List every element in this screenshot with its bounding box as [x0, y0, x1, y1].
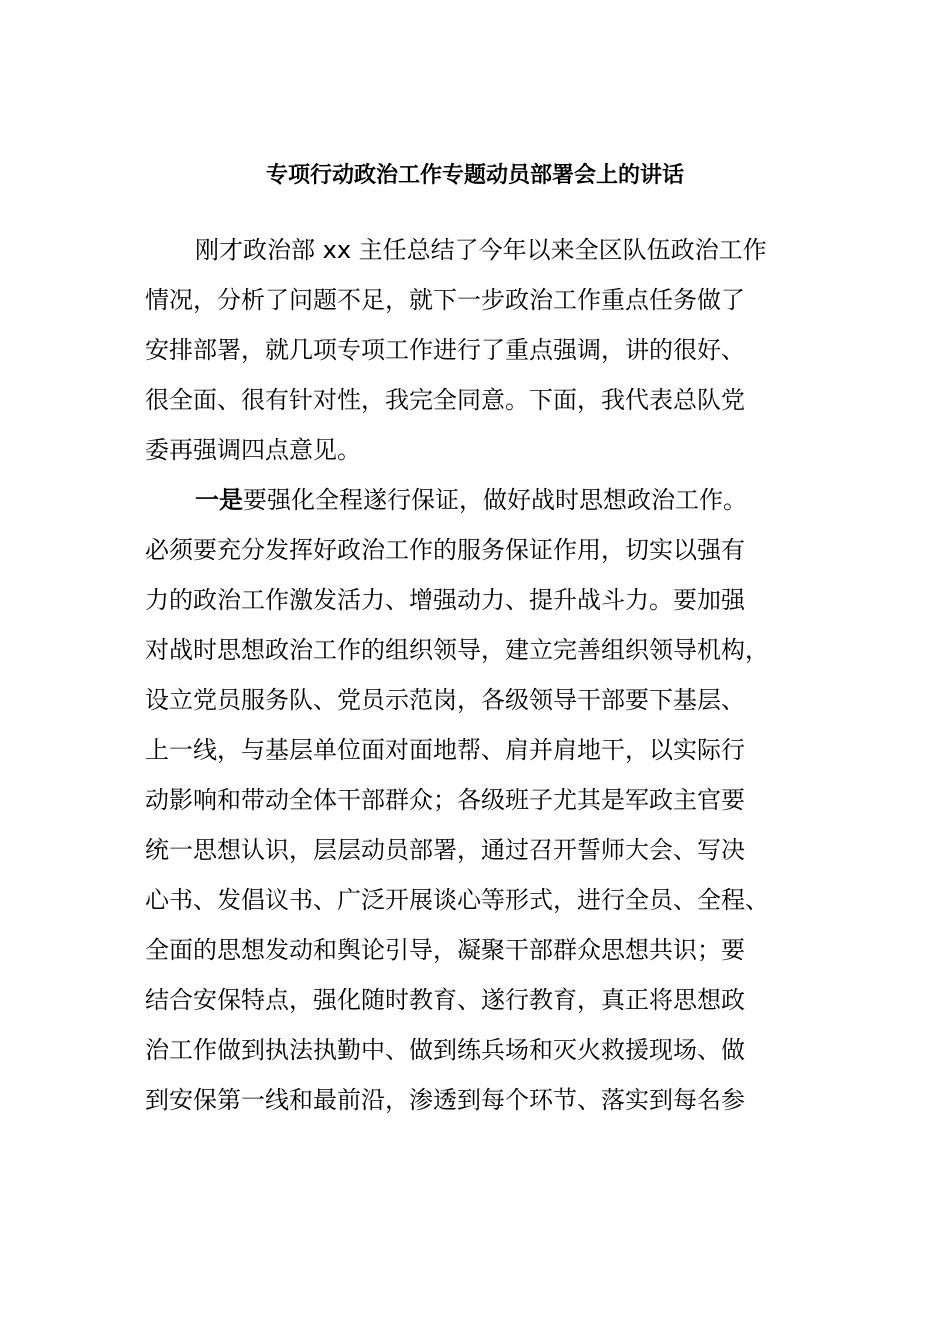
document-title: 专项行动政治工作专题动员部署会上的讲话 [265, 163, 684, 188]
paragraph-line: 对战时思想政治工作的组织领导，建立完善组织领导机构， [145, 636, 769, 664]
paragraph-line: 上一线，与基层单位面对面地帮、肩并肩地干，以实际行 [145, 736, 745, 764]
paragraph-line: 治工作做到执法执勤中、做到练兵场和灭火救援现场、做 [145, 1036, 745, 1064]
paragraph-line: 结合安保特点，强化随时教育、遂行教育，真正将思想政 [145, 986, 745, 1014]
paragraph-line: 动影响和带动全体干部群众；各级班子尤其是军政主官要 [145, 786, 745, 814]
paragraph-line: 到安保第一线和最前沿，渗透到每个环节、落实到每名参 [145, 1086, 745, 1114]
paragraph-line: 刚才政治部 xx 主任总结了今年以来全区队伍政治工作 [195, 236, 767, 264]
paragraph-line: 设立党员服务队、党员示范岗，各级领导干部要下基层、 [145, 686, 745, 714]
paragraph-line: 心书、发倡议书、广泛开展谈心等形式，进行全员、全程、 [145, 886, 769, 914]
paragraph-line: 统一思想认识，层层动员部署，通过召开誓师大会、写决 [145, 836, 745, 864]
paragraph-point-one [145, 475, 815, 1125]
paragraph-intro [145, 225, 815, 475]
paragraph-line: 必须要充分发挥好政治工作的服务保证作用，切实以强有 [145, 536, 745, 564]
paragraph-first-line [145, 475, 815, 525]
paragraph-line: 很全面、很有针对性，我完全同意。下面，我代表总队党 [145, 386, 745, 414]
paragraph-line: 情况，分析了问题不足，就下一步政治工作重点任务做了 [145, 286, 745, 314]
paragraph-line: 力的政治工作激发活力、增强动力、提升战斗力。要加强 [145, 586, 745, 614]
paragraph-line-text: 要强化全程遂行保证，做好战时思想政治工作。 [243, 486, 747, 514]
point-lead-label: 一是 [195, 486, 243, 514]
paragraph-line: 全面的思想发动和舆论引导，凝聚干部群众思想共识；要 [145, 936, 745, 964]
paragraph-line: 委再强调四点意见。 [145, 436, 361, 464]
paragraph-line: 安排部署，就几项专项工作进行了重点强调，讲的很好、 [145, 336, 745, 364]
